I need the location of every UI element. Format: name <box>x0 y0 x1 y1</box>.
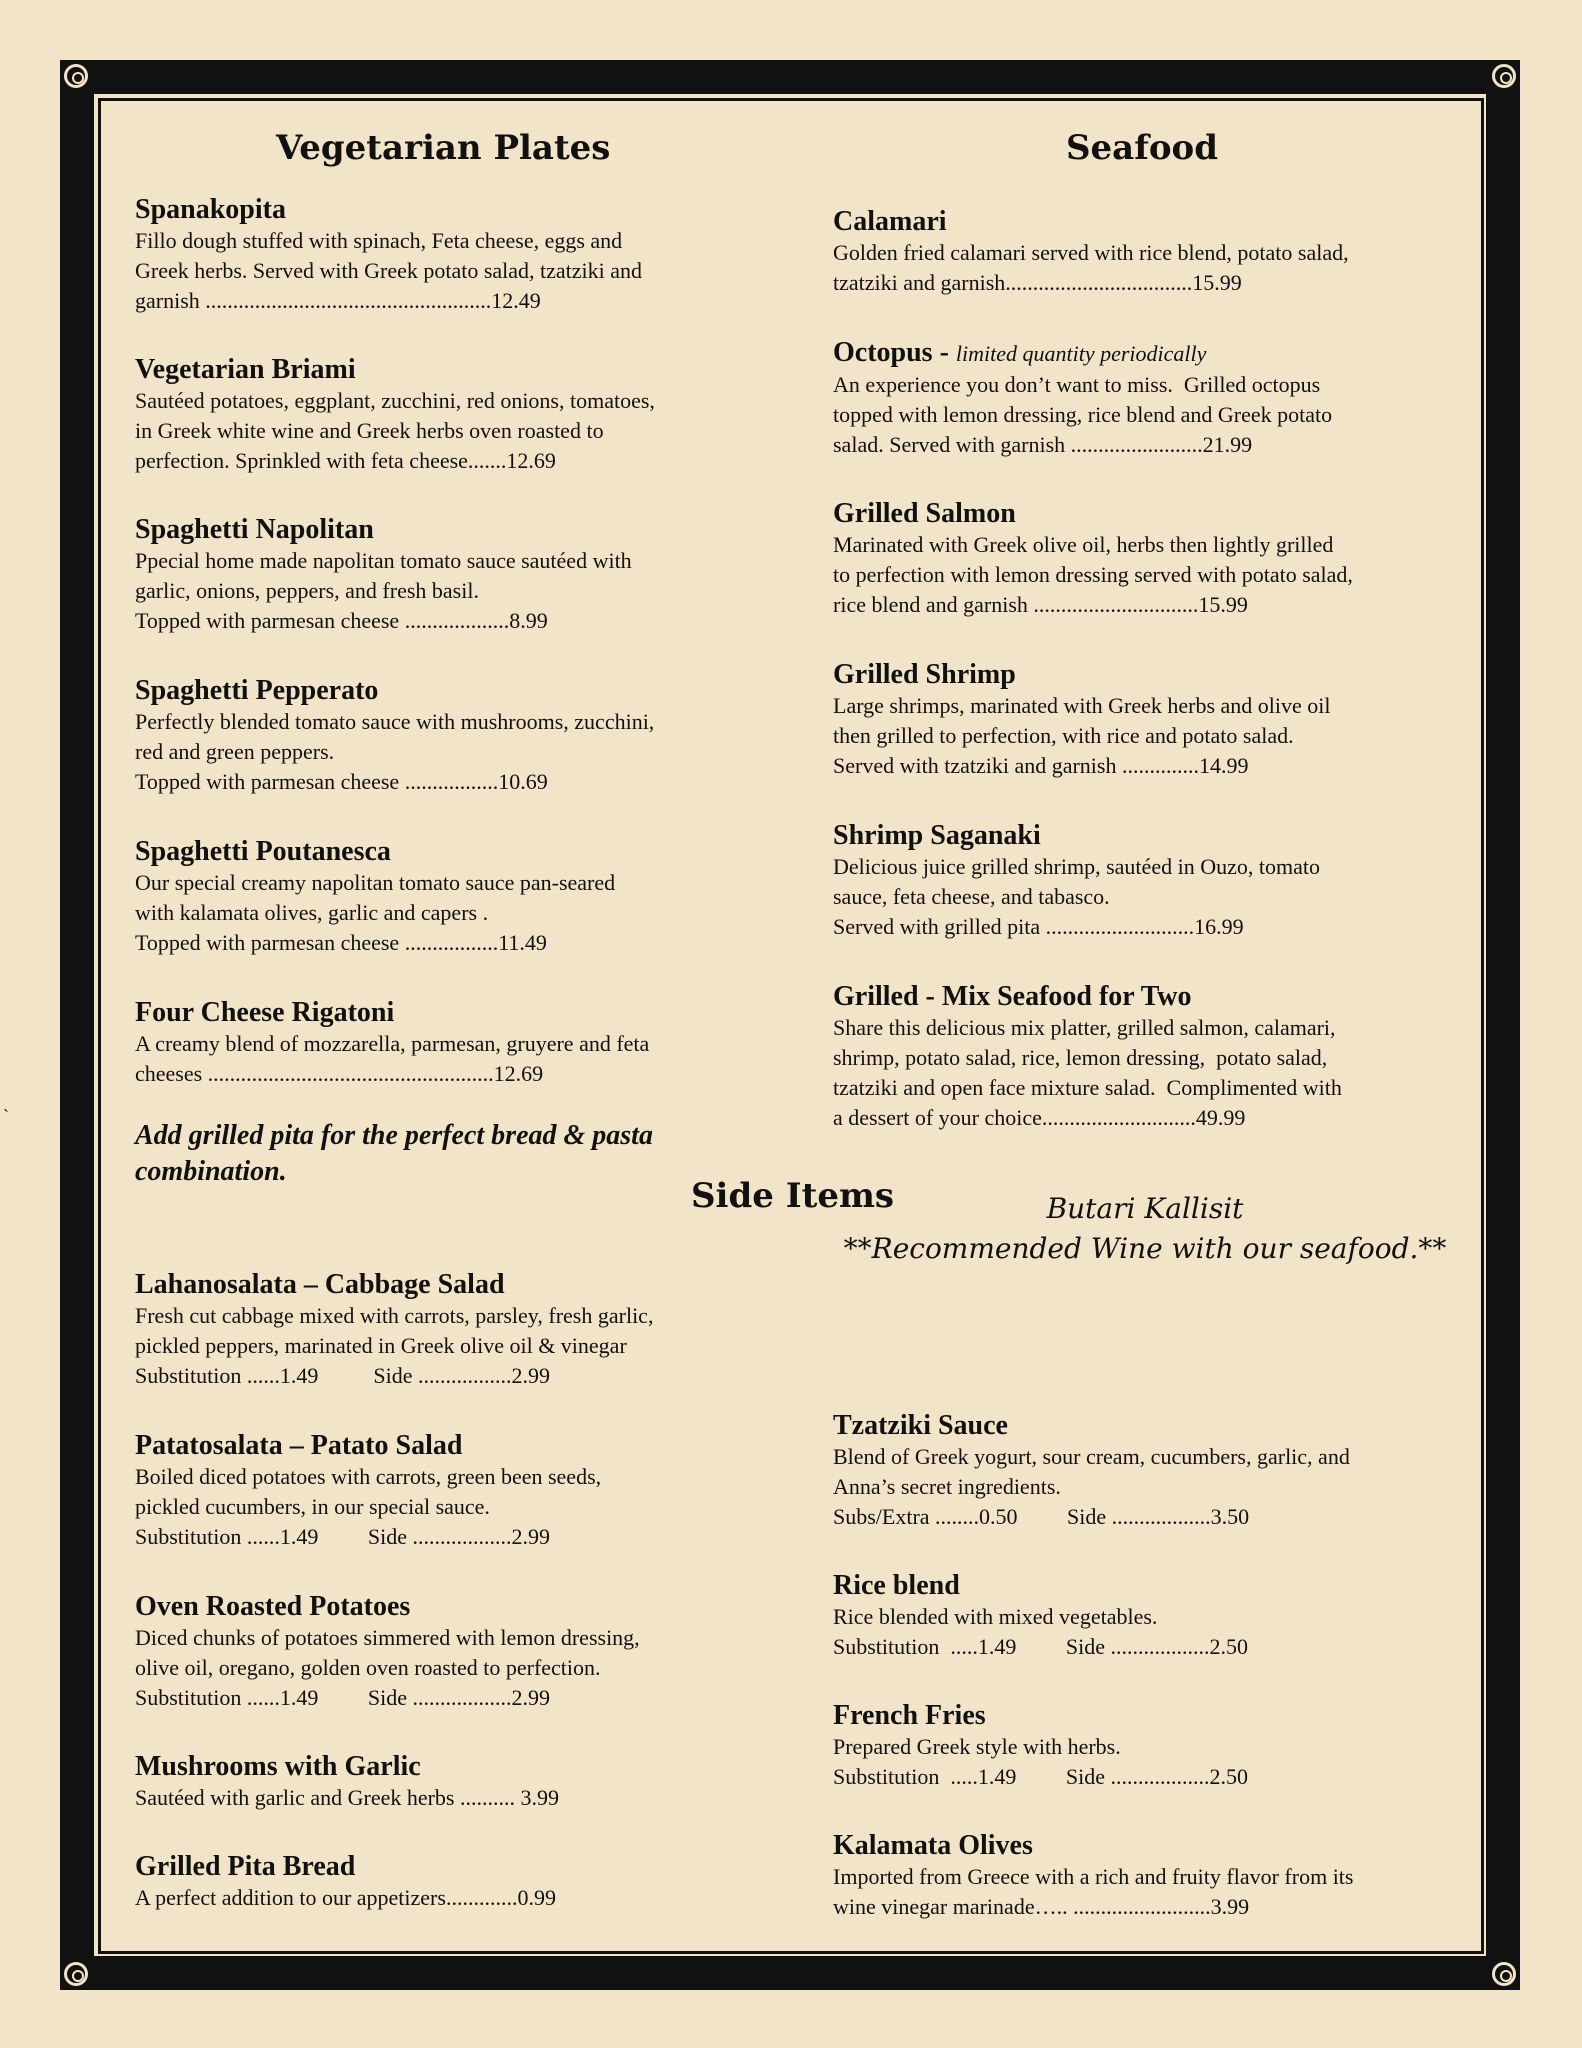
desc-line: Greek herbs. Served with Greek potato salad, tzatziki and <box>135 258 643 283</box>
desc-line: Rice blended with mixed vegetables. <box>833 1604 1158 1629</box>
item-name <box>833 820 1453 852</box>
item-name <box>833 206 1453 238</box>
item-name <box>833 498 1453 530</box>
desc-line: red and green peppers. <box>135 739 335 764</box>
menu-item <box>135 1851 755 1913</box>
menu-item <box>833 981 1453 1133</box>
desc-line: Substitution ......1.49 Side ..................2.99 <box>135 1524 550 1549</box>
desc-line: Diced chunks of potatoes simmered with lemon dressing, <box>135 1625 640 1650</box>
menu-item <box>833 820 1453 942</box>
item-name <box>833 659 1453 691</box>
corner-ornament-icon <box>1492 64 1516 88</box>
item-description <box>135 1301 755 1391</box>
menu-item <box>833 1700 1453 1792</box>
desc-line: a dessert of your choice............................49.99 <box>833 1105 1246 1130</box>
item-name: Grilled Pita Bread <box>135 1851 356 1882</box>
menu-item <box>135 194 755 316</box>
item-name: Vegetarian Briami <box>135 354 356 385</box>
desc-line: Served with grilled pita ...........................16.99 <box>833 914 1244 939</box>
item-description <box>833 1862 1453 1922</box>
desc-line: garnish ....................................................12.49 <box>135 288 541 313</box>
corner-ornament-icon <box>1492 1962 1516 1986</box>
item-description <box>833 1732 1453 1792</box>
item-name: Mushrooms with Garlic <box>135 1751 421 1782</box>
menu-item <box>833 1410 1453 1532</box>
item-name <box>833 981 1453 1013</box>
item-name: French Fries <box>833 1700 986 1731</box>
menu-item <box>833 498 1453 620</box>
item-description <box>135 546 755 636</box>
desc-line: pickled peppers, marinated in Greek olive oil & vinegar <box>135 1333 627 1358</box>
desc-line: perfection. Sprinkled with feta cheese.......12.69 <box>135 448 556 473</box>
desc-line: tzatziki and open face mixture salad. Complimented with <box>833 1075 1342 1100</box>
item-description <box>833 1602 1453 1662</box>
item-description <box>135 707 755 797</box>
menu-item <box>135 1430 755 1552</box>
item-name: Spaghetti Pepperato <box>135 675 379 706</box>
desc-line: pickled cucumbers, in our special sauce. <box>135 1494 490 1519</box>
desc-line: Topped with parmesan cheese .................11.49 <box>135 930 547 955</box>
desc-line: shrimp, potato salad, rice, lemon dressing, potato salad, <box>833 1045 1328 1070</box>
wine-name: Butari Kallisit <box>1046 1192 1244 1225</box>
menu-item <box>833 1830 1453 1922</box>
menu-item <box>135 1751 755 1813</box>
item-name-text: Grilled Shrimp <box>833 659 1016 690</box>
item-name-text: Shrimp Saganaki <box>833 820 1041 851</box>
item-name: Spaghetti Napolitan <box>135 514 374 545</box>
item-description <box>135 226 755 316</box>
border-pattern-left <box>66 94 88 1956</box>
item-name: Spaghetti Poutanesca <box>135 836 391 867</box>
seafood-heading: Seafood <box>1066 128 1218 168</box>
item-name-text: Calamari <box>833 206 947 237</box>
desc-line: Substitution ......1.49 Side ..................2.99 <box>135 1685 550 1710</box>
wine-recommendation: **Recommended Wine with our seafood.** <box>843 1232 1447 1265</box>
item-description <box>135 1623 755 1713</box>
desc-line: Fillo dough stuffed with spinach, Feta cheese, eggs and <box>135 228 623 253</box>
desc-line: Delicious juice grilled shrimp, sautéed in Ouzo, tomato <box>833 854 1320 879</box>
vegetarian-heading: Vegetarian Plates <box>276 128 611 168</box>
desc-line: Substitution .....1.49 Side ..................2.50 <box>833 1634 1248 1659</box>
item-description <box>135 1462 755 1552</box>
desc-line: Topped with parmesan cheese ...................8.99 <box>135 608 548 633</box>
menu-item <box>135 514 755 636</box>
desc-line: tzatziki and garnish..................................15.99 <box>833 270 1242 295</box>
item-name: Kalamata Olives <box>833 1830 1033 1861</box>
desc-line: Imported from Greece with a rich and fruity flavor from its <box>833 1864 1354 1889</box>
item-name: Spanakopita <box>135 194 286 225</box>
item-name: Tzatziki Sauce <box>833 1410 1008 1441</box>
menu-item <box>833 206 1453 298</box>
desc-line: to perfection with lemon dressing served with potato salad, <box>833 562 1353 587</box>
pita-promo-note: Add grilled pita for the perfect bread & pasta combination. <box>135 1120 653 1187</box>
desc-line: cheeses ....................................................12.69 <box>135 1061 544 1086</box>
menu-item <box>135 1269 755 1391</box>
desc-line: Substitution .....1.49 Side ..................2.50 <box>833 1764 1248 1789</box>
desc-line: rice blend and garnish ..............................15.99 <box>833 592 1248 617</box>
desc-line: garlic, onions, peppers, and fresh basil. <box>135 578 479 603</box>
desc-line: Topped with parmesan cheese .................10.69 <box>135 769 548 794</box>
item-description <box>135 868 755 958</box>
desc-line: A perfect addition to our appetizers.............0.99 <box>135 1885 556 1910</box>
desc-line: olive oil, oregano, golden oven roasted to perfection. <box>135 1655 601 1680</box>
desc-line: wine vinegar marinade….. .........................3.99 <box>833 1894 1250 1919</box>
corner-ornament-icon <box>64 1962 88 1986</box>
desc-line: Substitution ......1.49 Side .................2.99 <box>135 1363 550 1388</box>
desc-line: An experience you don’t want to miss. Grilled octopus <box>833 372 1321 397</box>
item-description <box>135 386 755 476</box>
item-description <box>833 370 1453 460</box>
desc-line: Golden fried calamari served with rice blend, potato salad, <box>833 240 1349 265</box>
item-name-text: Grilled - Mix Seafood for Two <box>833 981 1192 1012</box>
item-name: Four Cheese Rigatoni <box>135 997 395 1028</box>
menu-item <box>833 337 1453 460</box>
item-description <box>135 1783 755 1813</box>
desc-line: Perfectly blended tomato sauce with mushrooms, zucchini, <box>135 709 655 734</box>
desc-line: topped with lemon dressing, rice blend and Greek potato <box>833 402 1333 427</box>
desc-line: Boiled diced potatoes with carrots, green been seeds, <box>135 1464 602 1489</box>
item-description <box>833 1013 1453 1133</box>
border-pattern-right <box>1492 94 1514 1956</box>
item-description <box>833 238 1453 298</box>
item-name: Oven Roasted Potatoes <box>135 1591 411 1622</box>
item-name: Lahanosalata – Cabbage Salad <box>135 1269 505 1300</box>
desc-line: Our special creamy napolitan tomato sauce pan-seared <box>135 870 616 895</box>
menu-item <box>135 675 755 797</box>
item-description <box>833 530 1453 620</box>
item-description <box>833 691 1453 781</box>
desc-line: A creamy blend of mozzarella, parmesan, gruyere and feta <box>135 1031 650 1056</box>
item-name-text: Grilled Salmon <box>833 498 1016 529</box>
item-description <box>833 1442 1453 1532</box>
side-items-heading: Side Items <box>691 1176 895 1216</box>
desc-line: then grilled to perfection, with rice and potato salad. <box>833 723 1294 748</box>
desc-line: Sautéed potatoes, eggplant, zucchini, red onions, tomatoes, <box>135 388 655 413</box>
menu-item <box>135 354 755 476</box>
desc-line: Marinated with Greek olive oil, herbs then lightly grilled <box>833 532 1334 557</box>
desc-line: salad. Served with garnish ........................21.99 <box>833 432 1253 457</box>
border-pattern-bottom <box>94 1962 1486 1984</box>
desc-line: Large shrimps, marinated with Greek herbs and olive oil <box>833 693 1331 718</box>
desc-line: Prepared Greek style with herbs. <box>833 1734 1121 1759</box>
item-name: Patatosalata – Patato Salad <box>135 1430 463 1461</box>
desc-line: Share this delicious mix platter, grilled salmon, calamari, <box>833 1015 1336 1040</box>
desc-line: Sautéed with garlic and Greek herbs .......... 3.99 <box>135 1785 559 1810</box>
item-description <box>135 1883 755 1913</box>
menu-item <box>135 997 755 1089</box>
border-pattern-top <box>94 66 1486 88</box>
desc-line: sauce, feta cheese, and tabasco. <box>833 884 1110 909</box>
corner-ornament-icon <box>64 64 88 88</box>
desc-line: Fresh cut cabbage mixed with carrots, parsley, fresh garlic, <box>135 1303 654 1328</box>
desc-line: Subs/Extra ........0.50 Side ..................3.50 <box>833 1504 1250 1529</box>
desc-line: Anna’s secret ingredients. <box>833 1474 1061 1499</box>
item-description <box>833 852 1453 942</box>
item-name <box>833 337 1453 370</box>
item-note: limited quantity periodically <box>955 341 1207 366</box>
menu-item <box>833 1570 1453 1662</box>
item-name: Rice blend <box>833 1570 960 1601</box>
desc-line: Served with tzatziki and garnish ..............14.99 <box>833 753 1249 778</box>
desc-line: Ppecial home made napolitan tomato sauce sautéed with <box>135 548 632 573</box>
margin-mark: ` <box>3 1106 9 1126</box>
item-description <box>135 1029 755 1089</box>
item-name-text: Octopus - <box>833 337 956 368</box>
desc-line: Blend of Greek yogurt, sour cream, cucumbers, garlic, and <box>833 1444 1350 1469</box>
desc-line: with kalamata olives, garlic and capers . <box>135 900 489 925</box>
desc-line: in Greek white wine and Greek herbs oven roasted to <box>135 418 604 443</box>
menu-item <box>833 659 1453 781</box>
menu-item <box>135 836 755 958</box>
menu-item <box>135 1591 755 1713</box>
